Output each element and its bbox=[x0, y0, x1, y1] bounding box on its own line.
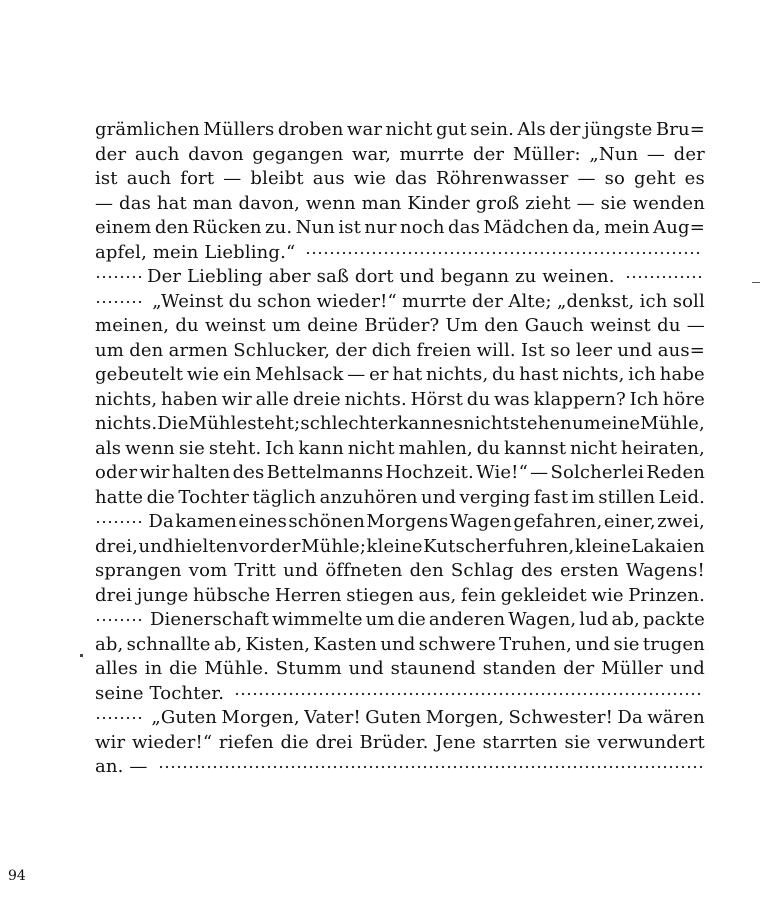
word: Alte; bbox=[508, 290, 552, 312]
text-line bbox=[95, 535, 705, 560]
word: man bbox=[361, 192, 402, 214]
word: halten bbox=[171, 462, 231, 483]
text-line bbox=[95, 682, 705, 707]
word: groß bbox=[475, 192, 520, 214]
word: Röhrenwasser bbox=[436, 168, 569, 189]
word: Mühle bbox=[188, 413, 248, 434]
word: murrte bbox=[402, 290, 467, 312]
word: gefahren, bbox=[513, 511, 603, 532]
word: bleibt bbox=[250, 168, 304, 189]
word: — bbox=[530, 462, 549, 483]
word: und bbox=[348, 658, 384, 679]
word: schon bbox=[257, 290, 312, 312]
word: einem bbox=[95, 217, 152, 238]
word: Mühle. bbox=[204, 658, 269, 679]
word: kleine bbox=[574, 535, 632, 557]
word: Um bbox=[445, 315, 479, 336]
word: „Nun bbox=[589, 143, 639, 165]
word: er bbox=[369, 364, 389, 385]
page-number: 94 bbox=[8, 868, 26, 884]
word: dich bbox=[371, 339, 412, 361]
word: sie bbox=[613, 633, 640, 655]
text-line bbox=[95, 657, 705, 682]
word: — bbox=[646, 143, 666, 165]
word: des bbox=[232, 462, 265, 483]
word: kannst bbox=[504, 437, 567, 459]
word: murrte bbox=[399, 143, 465, 165]
word: riefen bbox=[218, 731, 274, 753]
word: und bbox=[617, 339, 653, 361]
word: deine bbox=[307, 315, 359, 336]
word: schwere bbox=[418, 633, 496, 655]
word: der bbox=[549, 119, 581, 140]
word: alle bbox=[255, 388, 290, 410]
word: schlechter bbox=[300, 413, 398, 434]
line-fill-dots bbox=[305, 250, 703, 256]
margin-mark bbox=[752, 282, 760, 283]
word: stillen bbox=[598, 486, 656, 508]
word: dreie bbox=[292, 388, 341, 410]
line-fill-dots bbox=[158, 764, 703, 770]
word: hat bbox=[156, 192, 187, 214]
word: gebeutelt bbox=[95, 364, 184, 385]
word: kann bbox=[298, 437, 344, 459]
word: armen bbox=[168, 339, 229, 361]
word: Kisten, bbox=[245, 633, 311, 655]
word: wie bbox=[186, 364, 220, 385]
word: Wagen, bbox=[508, 609, 577, 630]
word: mein bbox=[604, 217, 650, 238]
word: wenn bbox=[125, 437, 175, 459]
word: verwundert bbox=[597, 731, 705, 753]
word: nicht bbox=[347, 437, 395, 459]
word: Rücken bbox=[192, 217, 262, 238]
text-line bbox=[95, 388, 705, 413]
word: ab, bbox=[213, 633, 243, 655]
word: in bbox=[144, 658, 163, 679]
word: aus= bbox=[657, 339, 705, 361]
text-line bbox=[95, 412, 705, 437]
word: vom bbox=[188, 560, 228, 581]
word: eines bbox=[238, 511, 287, 532]
word: wir bbox=[95, 731, 126, 753]
word: Bettelmanns bbox=[266, 462, 384, 483]
word: Brüder. bbox=[359, 731, 429, 753]
word: Bru= bbox=[655, 119, 705, 140]
word: war bbox=[346, 119, 383, 140]
word: nichts. bbox=[95, 413, 158, 434]
paragraph-indent-dots bbox=[95, 299, 143, 305]
word: anzuhören bbox=[319, 486, 418, 508]
word: zwei, bbox=[657, 511, 705, 532]
word: Nun bbox=[295, 217, 335, 238]
word: „denkst, bbox=[556, 290, 635, 312]
word: davon bbox=[188, 143, 244, 165]
word: — bbox=[347, 364, 366, 385]
word: Leid. bbox=[658, 486, 705, 508]
text-line bbox=[95, 608, 705, 633]
word: heiraten, bbox=[621, 437, 705, 459]
word: der bbox=[472, 143, 505, 165]
word: der bbox=[673, 143, 705, 165]
word: Herren bbox=[274, 584, 342, 606]
text-line bbox=[95, 633, 705, 658]
word: — bbox=[686, 315, 705, 336]
word: noch bbox=[399, 217, 445, 238]
word: Reden bbox=[646, 462, 705, 483]
word: höre bbox=[662, 388, 705, 410]
word: Gauch bbox=[524, 315, 584, 336]
word: der bbox=[471, 290, 504, 312]
text-line bbox=[95, 461, 705, 486]
word: drei, bbox=[95, 535, 139, 557]
word: ersten bbox=[559, 560, 619, 581]
word: das bbox=[448, 217, 480, 238]
text-line bbox=[95, 706, 705, 731]
word: steht; bbox=[247, 413, 301, 434]
word: um bbox=[272, 315, 301, 336]
word: Vater! bbox=[304, 707, 361, 728]
word: hielten bbox=[174, 535, 239, 557]
line-text: Der Liebling aber saß dort und begann zu weinen. bbox=[147, 266, 615, 287]
word: vor bbox=[238, 535, 269, 557]
word: — bbox=[576, 192, 595, 214]
word: gekleidet bbox=[500, 584, 587, 606]
word: sprangen bbox=[95, 560, 182, 581]
word: Morgen, bbox=[221, 707, 300, 728]
word: Morgen, bbox=[425, 707, 505, 728]
word: — bbox=[223, 168, 242, 189]
word: um bbox=[365, 609, 395, 630]
word: Kasten bbox=[313, 633, 378, 655]
line-fill-dots bbox=[234, 691, 703, 697]
word: nichts, bbox=[426, 364, 489, 385]
word: Als bbox=[517, 119, 546, 140]
word: Da bbox=[148, 511, 174, 532]
line-text: seine Tochter. bbox=[95, 682, 225, 704]
word: um bbox=[571, 413, 601, 434]
word: Schwester! bbox=[508, 707, 614, 728]
word: kann bbox=[397, 413, 443, 434]
word: davon, bbox=[238, 192, 301, 214]
word: wenden bbox=[632, 192, 705, 214]
word: den bbox=[154, 217, 190, 238]
word: nicht bbox=[385, 119, 433, 140]
word: kamen bbox=[175, 511, 237, 532]
word: jüngste bbox=[583, 119, 653, 140]
word: kleine bbox=[366, 535, 423, 557]
word: Wagens! bbox=[625, 560, 705, 581]
text-line bbox=[95, 339, 705, 364]
word: im bbox=[571, 486, 595, 508]
word: ist bbox=[95, 168, 118, 189]
word: meinen, bbox=[95, 315, 170, 336]
word: droben bbox=[277, 119, 344, 140]
word: war, bbox=[351, 143, 392, 165]
word: ab, bbox=[611, 609, 640, 630]
word: Prinzen. bbox=[628, 584, 705, 606]
word: schönen bbox=[288, 511, 366, 532]
word: das bbox=[119, 192, 151, 214]
word: — bbox=[95, 192, 114, 214]
word: nichts, bbox=[95, 388, 158, 410]
text-line bbox=[95, 437, 705, 462]
text-line bbox=[95, 118, 705, 143]
word: verging bbox=[459, 486, 531, 508]
word: auch bbox=[134, 143, 180, 165]
word: drei bbox=[315, 731, 353, 753]
word: und bbox=[283, 560, 319, 581]
word: hübsche bbox=[193, 584, 271, 606]
text-line bbox=[95, 290, 705, 315]
word: wie bbox=[591, 584, 624, 606]
word: anderen bbox=[428, 609, 506, 630]
word: den bbox=[409, 560, 444, 581]
word: Lakaien bbox=[631, 535, 705, 557]
word: Brüder? bbox=[364, 315, 440, 336]
word: wenn bbox=[305, 192, 356, 214]
word: und bbox=[380, 633, 416, 655]
paragraph-indent-dots bbox=[95, 715, 143, 721]
word: packte bbox=[642, 609, 705, 630]
paragraph-indent-dots bbox=[95, 274, 143, 280]
word: Ich bbox=[265, 437, 295, 459]
text-line bbox=[95, 731, 705, 756]
word: sie bbox=[600, 192, 627, 214]
text-line bbox=[95, 265, 705, 290]
word: du bbox=[657, 315, 681, 336]
word: sie bbox=[178, 437, 205, 459]
word: — bbox=[577, 168, 596, 189]
word: oder bbox=[95, 462, 138, 483]
word: man bbox=[192, 192, 233, 214]
word: aus, bbox=[418, 584, 457, 606]
word: freien bbox=[416, 339, 472, 361]
word: wie bbox=[353, 168, 387, 189]
word: sie bbox=[564, 731, 591, 753]
word: soll bbox=[672, 290, 705, 312]
word: der bbox=[563, 658, 595, 679]
word: Tochter bbox=[178, 486, 250, 508]
word: aus bbox=[312, 168, 345, 189]
text-line bbox=[95, 167, 705, 192]
word: gegangen bbox=[252, 143, 344, 165]
word: Hörst bbox=[410, 388, 464, 410]
word: haben bbox=[161, 388, 218, 410]
word: da, bbox=[572, 217, 601, 238]
line-text: an. — bbox=[95, 756, 148, 777]
word: ich bbox=[628, 364, 657, 385]
word: mahlen, bbox=[398, 437, 473, 459]
word: auch bbox=[126, 168, 172, 189]
word: „Weinst bbox=[152, 290, 224, 312]
word: trugen bbox=[642, 633, 705, 655]
word: Morgens bbox=[366, 511, 449, 532]
word: weinst bbox=[204, 315, 266, 336]
word: Schlag bbox=[450, 560, 514, 581]
word: starrten bbox=[482, 731, 558, 753]
word: Die bbox=[157, 413, 189, 434]
word: Guten bbox=[365, 707, 422, 728]
text-line bbox=[95, 584, 705, 609]
text-line bbox=[95, 216, 705, 241]
word: ich bbox=[639, 290, 668, 312]
word: zu. bbox=[265, 217, 293, 238]
body-text bbox=[95, 118, 705, 780]
text-line bbox=[95, 755, 705, 780]
text-line bbox=[95, 510, 705, 535]
word: drei bbox=[95, 584, 133, 606]
word: wieder!“ bbox=[316, 290, 397, 312]
word: der bbox=[335, 339, 367, 361]
margin-mark bbox=[80, 654, 83, 657]
word: was bbox=[493, 388, 530, 410]
word: Hochzeit. bbox=[385, 462, 474, 483]
word: der bbox=[95, 143, 127, 165]
word: klappern? bbox=[533, 388, 626, 410]
word: alles bbox=[95, 658, 138, 679]
text-line bbox=[95, 363, 705, 388]
word: hatte bbox=[95, 486, 144, 508]
word: Solcherlei bbox=[550, 462, 645, 483]
word: die bbox=[397, 609, 426, 630]
word: eine bbox=[600, 413, 641, 434]
word: und bbox=[669, 658, 705, 679]
word: Kinder bbox=[407, 192, 470, 214]
text-line bbox=[95, 192, 705, 217]
word: die bbox=[146, 486, 175, 508]
word: den bbox=[129, 339, 164, 361]
word: hast bbox=[519, 364, 559, 385]
word: als bbox=[95, 437, 122, 459]
word: nichts. bbox=[344, 388, 407, 410]
word: habe bbox=[659, 364, 705, 385]
word: nichts, bbox=[562, 364, 625, 385]
word: Tritt bbox=[234, 560, 276, 581]
word: es bbox=[684, 168, 705, 189]
word: Truhen, bbox=[499, 633, 572, 655]
word: Wagen bbox=[449, 511, 512, 532]
line-fill-dots bbox=[625, 274, 703, 280]
word: nicht bbox=[570, 437, 618, 459]
paragraph-indent-dots bbox=[95, 519, 143, 525]
paragraph-indent-dots bbox=[95, 617, 143, 623]
word: Mehlsack bbox=[254, 364, 344, 385]
word: so bbox=[550, 339, 571, 361]
word: nicht bbox=[463, 413, 511, 434]
word: „Guten bbox=[151, 707, 218, 728]
word: weinst bbox=[590, 315, 651, 336]
word: ist bbox=[338, 217, 362, 238]
word: stehen bbox=[510, 413, 572, 434]
word: wieder!“ bbox=[131, 731, 213, 753]
word: staunend bbox=[390, 658, 476, 679]
word: junge bbox=[136, 584, 189, 606]
word: Müller bbox=[601, 658, 663, 679]
word: und bbox=[138, 535, 174, 557]
word: der bbox=[269, 535, 301, 557]
word: stiegen bbox=[346, 584, 414, 606]
word: wir bbox=[221, 388, 252, 410]
word: Ich bbox=[629, 388, 659, 410]
text-line bbox=[95, 486, 705, 511]
word: täglich bbox=[252, 486, 317, 508]
word: ab, bbox=[95, 633, 124, 655]
word: Müller: bbox=[512, 143, 581, 165]
word: standen bbox=[482, 658, 557, 679]
word: sein. bbox=[470, 119, 514, 140]
text-line bbox=[95, 143, 705, 168]
word: den bbox=[484, 315, 519, 336]
word: und bbox=[420, 486, 457, 508]
word: Schlucker, bbox=[233, 339, 331, 361]
word: grämlichen bbox=[95, 119, 200, 140]
word: Mühle; bbox=[301, 535, 367, 557]
word: Mädchen bbox=[483, 217, 569, 238]
text-line bbox=[95, 314, 705, 339]
word: Mühle, bbox=[640, 413, 705, 434]
word: wimmelte bbox=[271, 609, 363, 630]
word: Stumm bbox=[275, 658, 342, 679]
word: die bbox=[280, 731, 309, 753]
word: ein bbox=[222, 364, 252, 385]
word: gut bbox=[436, 119, 467, 140]
word: leer bbox=[575, 339, 613, 361]
word: Aug= bbox=[653, 217, 705, 238]
word: zieht bbox=[525, 192, 571, 214]
word: öffneten bbox=[325, 560, 403, 581]
text-line bbox=[95, 559, 705, 584]
word: Da bbox=[617, 707, 643, 728]
line-text: apfel, mein Liebling.“ bbox=[95, 241, 296, 263]
word: so bbox=[604, 168, 626, 189]
word: einer, bbox=[603, 511, 656, 532]
word: will. bbox=[476, 339, 516, 361]
word: fort bbox=[180, 168, 215, 189]
word: du bbox=[175, 315, 199, 336]
word: wären bbox=[647, 707, 705, 728]
word: hat bbox=[392, 364, 423, 385]
word: es bbox=[442, 413, 463, 434]
word: und bbox=[575, 633, 611, 655]
word: Ist bbox=[520, 339, 545, 361]
word: nur bbox=[364, 217, 397, 238]
word: Dienerschaft bbox=[149, 609, 269, 630]
word: Müllers bbox=[203, 119, 275, 140]
word: Kutscher bbox=[423, 535, 507, 557]
word: steht. bbox=[208, 437, 262, 459]
word: das bbox=[395, 168, 427, 189]
word: fuhren, bbox=[506, 535, 575, 557]
word: schnallte bbox=[126, 633, 211, 655]
word: Wie!“ bbox=[476, 462, 528, 483]
word: Jene bbox=[435, 731, 476, 753]
word: um bbox=[95, 339, 124, 361]
word: du bbox=[492, 364, 516, 385]
word: geht bbox=[634, 168, 676, 189]
word: fast bbox=[533, 486, 569, 508]
word: du bbox=[228, 290, 253, 312]
word: fein bbox=[460, 584, 497, 606]
word: lud bbox=[579, 609, 609, 630]
word: wir bbox=[139, 462, 170, 483]
text-line bbox=[95, 241, 705, 266]
word: du bbox=[466, 388, 491, 410]
word: die bbox=[169, 658, 198, 679]
word: du bbox=[476, 437, 501, 459]
word: des bbox=[520, 560, 553, 581]
